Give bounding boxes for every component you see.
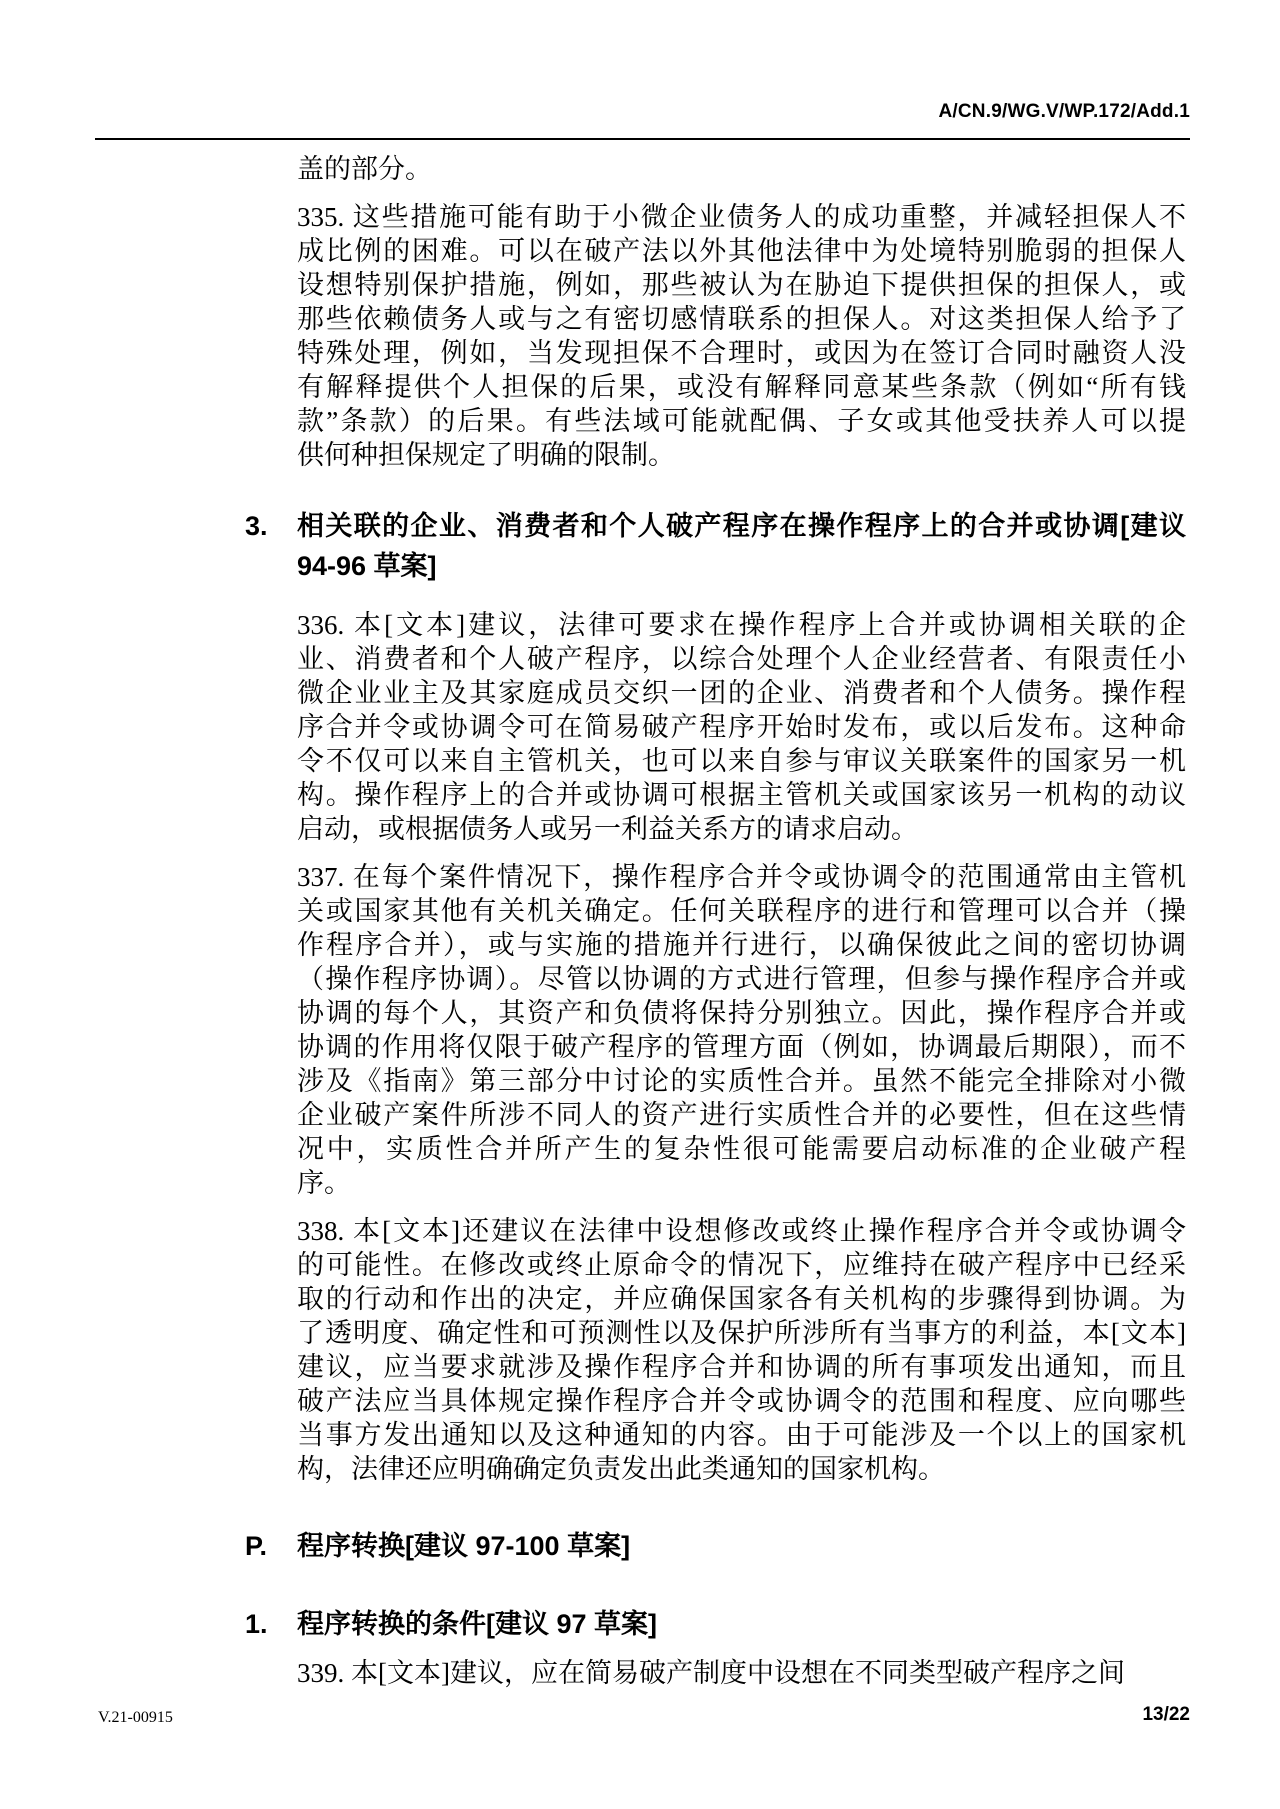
paragraph-337: 337. 在每个案件情况下，操作程序合并令或协调令的范围通常由主管机 关或国家其他有关机关确定。任何关联程序的进行和管理可以合并（操 作程序合并），或与实施的措施并行进行，以确保彼此之间的密切协调 （操作程序协调）。尽管以协调的方式进行管理，但参与操作程序合并或 协调的每个人，其资产和负债将保持分别独立。因此，操作程序合并或 协调的作用将仅限于破产程序的管理方面（例如，协调最后期限），而不 涉及《指南》第三部分中讨论的实质性合并。虽然不能完全排除对小微 企业破产案件所涉不同人的资产进行实质性合并的必要性，但在这些情 况中，实质性合并所产生的复杂性很可能需要启动标准的企业破产程 序。 (297, 862, 1186, 1198)
heading-number: 1. (245, 1609, 268, 1639)
heading-text: 程序转换[建议 97-100 草案] (297, 1531, 631, 1561)
paragraph-continuation: 盖的部分。 (297, 154, 432, 184)
paragraph-335: 335. 这些措施可能有助于小微企业债务人的成功重整，并减轻担保人不 成比例的困难。可以在破产法以外其他法律中为处境特别脆弱的担保人 设想特别保护措施，例如，那些被认为在胁迫下提供担保的担保人，或 那些依赖债务人或与之有密切感情联系的担保人。对这类担保人给予了 特殊处理，例如，当发现担保不合理时，或因为在签订合同时融资人没 有解释提供个人担保的后果，或没有解释同意某些条款（例如“所有钱 款”条款）的后果。有些法域可能就配偶、子女或其他受扶养人可以提 供何种担保规定了明确的限制。 (297, 202, 1186, 470)
footer-document-number: V.21-00915 (98, 1709, 173, 1726)
page-body (0, 152, 1280, 1690)
section-heading-3 (245, 506, 1186, 586)
header-rule (95, 138, 1190, 140)
section-heading-P (245, 1526, 1186, 1566)
heading-text: 程序转换的条件[建议 97 草案] (297, 1609, 658, 1639)
section-heading-P1 (245, 1604, 1186, 1644)
paragraph-339: 339. 本[文本]建议，应在简易破产制度中设想在不同类型破产程序之间 (297, 1658, 1125, 1688)
heading-text: 相关联的企业、消费者和个人破产程序在操作程序上的合并或协调[建议 94-96 草案] (297, 511, 1186, 581)
heading-number: 3. (245, 511, 268, 541)
paragraph-338: 338. 本[文本]还建议在法律中设想修改或终止操作程序合并令或协调令 的可能性。在修改或终止原命令的情况下，应维持在破产程序中已经采 取的行动和作出的决定，并应确保国家各有关机构的步骤得到协调。为 了透明度、确定性和可预测性以及保护所涉所有当事方的利益，本[文本] 建议，应当要求就涉及操作程序合并和协调的所有事项发出通知，而且 破产法应当具体规定操作程序合并令或协调令的范围和程度、应向哪些 当事方发出通知以及这种通知的内容。由于可能涉及一个以上的国家机 构，法律还应明确确定负责发出此类通知的国家机构。 (297, 1216, 1186, 1484)
heading-number: P. (245, 1531, 268, 1561)
document-symbol: A/CN.9/WG.V/WP.172/Add.1 (938, 101, 1190, 122)
paragraph-336: 336. 本[文本]建议，法律可要求在操作程序上合并或协调相关联的企 业、消费者和个人破产程序，以综合处理个人企业经营者、有限责任小 微企业业主及其家庭成员交织一团的企业、消费者和个人债务。操作程 序合并令或协调令可在简易破产程序开始时发布，或以后发布。这种命 令不仅可以来自主管机关，也可以来自参与审议关联案件的国家另一机 构。操作程序上的合并或协调可根据主管机关或国家该另一机构的动议 启动，或根据债务人或另一利益关系方的请求启动。 (297, 610, 1186, 844)
footer-page-number: 13/22 (1142, 1704, 1190, 1725)
